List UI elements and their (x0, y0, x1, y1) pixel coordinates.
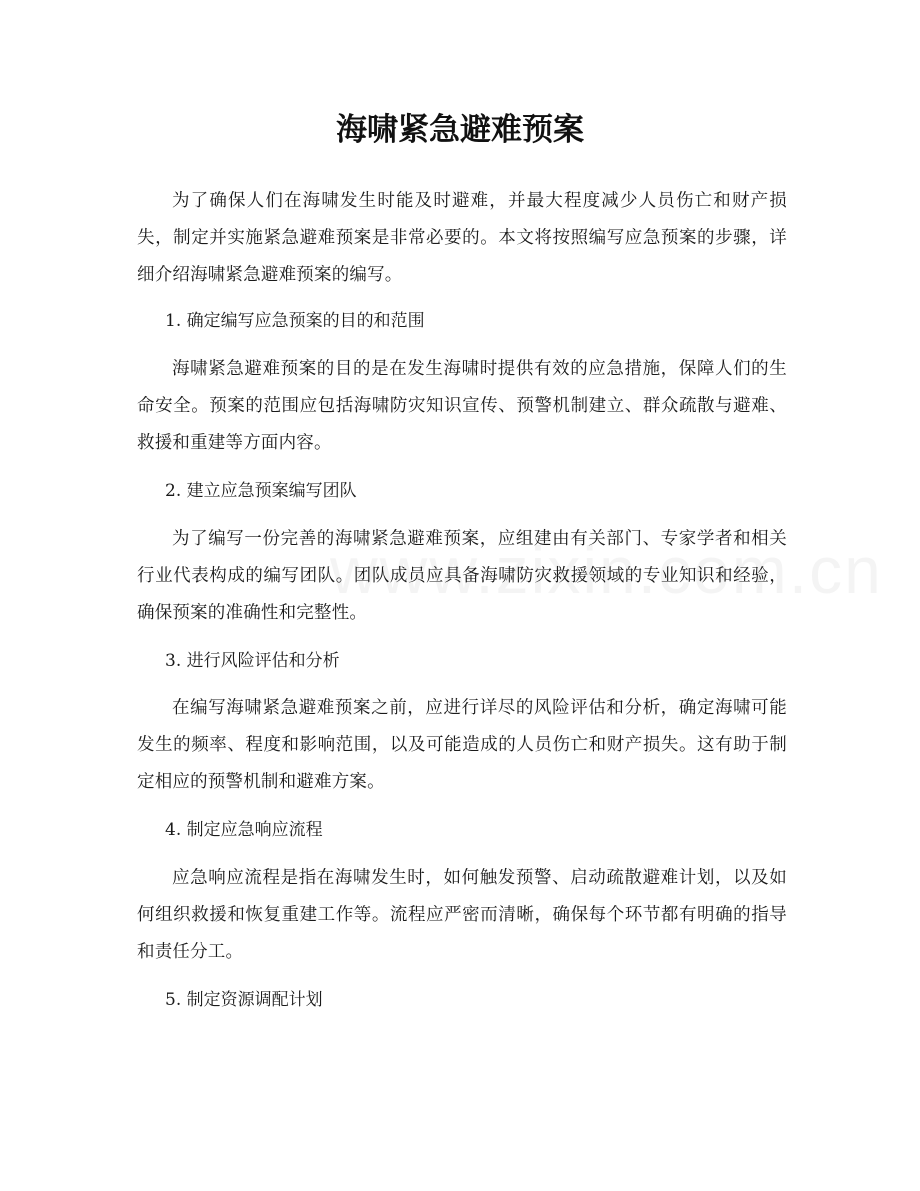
intro-block (137, 183, 787, 294)
section-4 (137, 812, 787, 849)
section-heading-5: 5. 制定资源调配计划 (165, 990, 323, 1010)
section-5 (137, 982, 787, 1019)
section-4-body (137, 860, 787, 971)
section-paragraph-1: 海啸紧急避难预案的目的是在发生海啸时提供有效的应急措施，保障人们的生命安全。预案的范围应包括海啸防灾知识宣传、预警机制建立、群众疏散与避难、救援和重建等方面内容。 (137, 359, 787, 453)
section-1 (137, 303, 787, 340)
section-3-body (137, 690, 787, 801)
section-1-body (137, 351, 787, 462)
section-heading-1: 1. 确定编写应急预案的目的和范围 (165, 311, 425, 331)
section-2-body (137, 521, 787, 632)
section-2 (137, 473, 787, 510)
section-heading-3: 3. 进行风险评估和分析 (165, 651, 340, 671)
section-3 (137, 643, 787, 680)
section-paragraph-4: 应急响应流程是指在海啸发生时，如何触发预警、启动疏散避难计划，以及如何组织救援和恢复重建工作等。流程应严密而清晰，确保每个环节都有明确的指导和责任分工。 (137, 868, 787, 962)
section-heading-2: 2. 建立应急预案编写团队 (165, 481, 357, 501)
section-heading-4: 4. 制定应急响应流程 (165, 820, 323, 840)
section-paragraph-3: 在编写海啸紧急避难预案之前，应进行详尽的风险评估和分析，确定海啸可能发生的频率、程度和影响范围，以及可能造成的人员伤亡和财产损失。这有助于制定相应的预警机制和避难方案。 (137, 698, 787, 792)
section-paragraph-2: 为了编写一份完善的海啸紧急避难预案，应组建由有关部门、专家学者和相关行业代表构成的编写团队。团队成员应具备海啸防灾救援领域的专业知识和经验，确保预案的准确性和完整性。 (137, 529, 787, 623)
intro-paragraph: 为了确保人们在海啸发生时能及时避难，并最大程度减少人员伤亡和财产损失，制定并实施紧急避难预案是非常必要的。本文将按照编写应急预案的步骤，详细介绍海啸紧急避难预案的编写。 (137, 191, 787, 285)
page-title: 海啸紧急避难预案 (336, 112, 584, 148)
